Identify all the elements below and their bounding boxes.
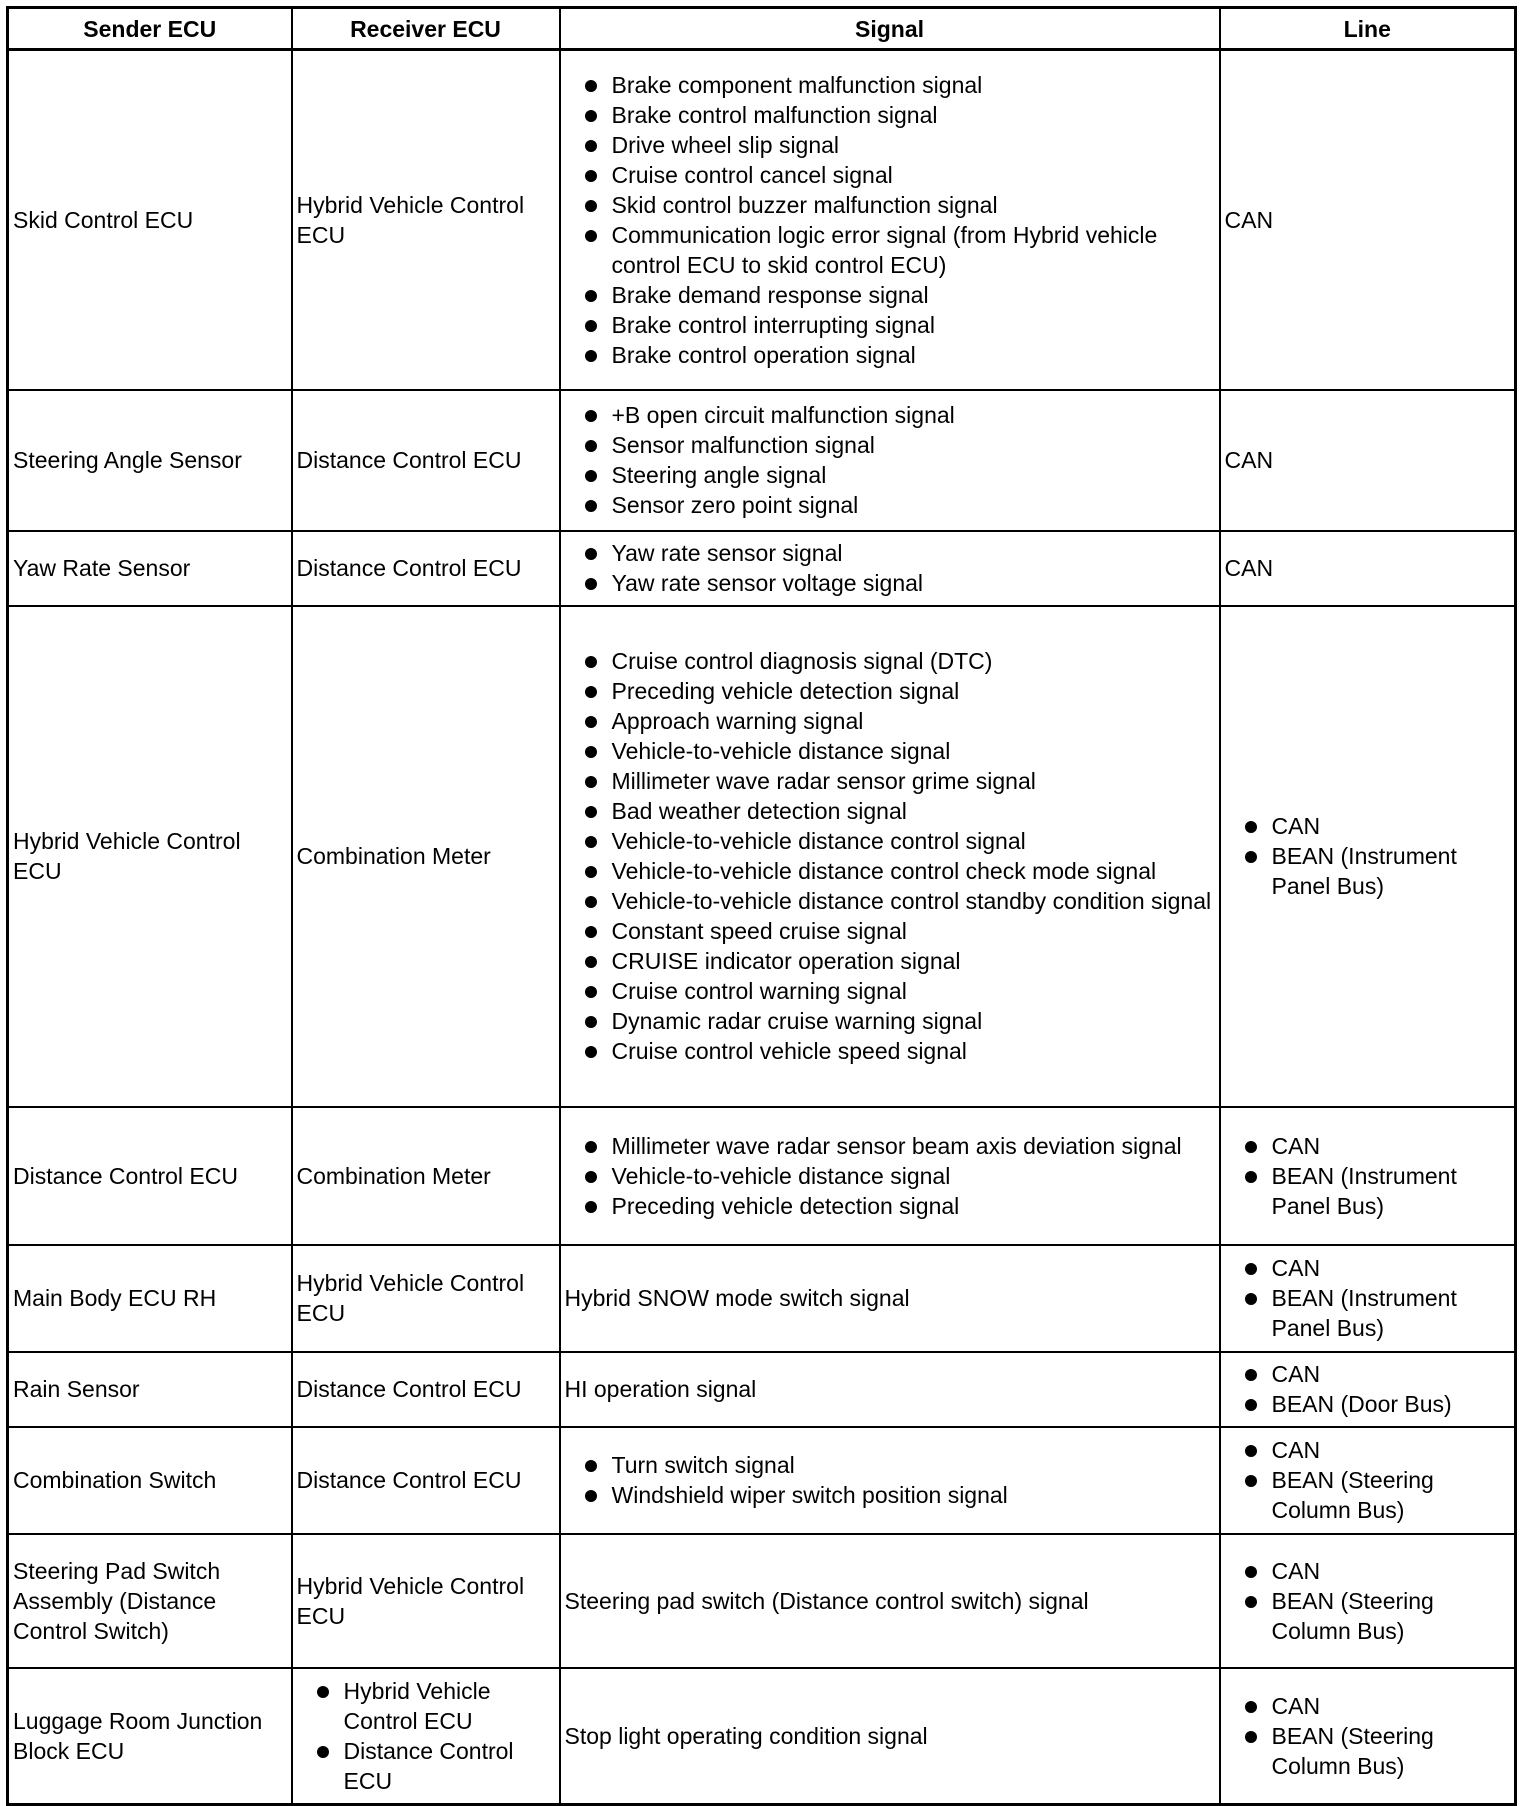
signal-item: Cruise control vehicle speed signal — [565, 1036, 1215, 1066]
signal-item: Millimeter wave radar sensor beam axis deviation signal — [565, 1131, 1215, 1161]
line-item: CAN — [1225, 1691, 1511, 1721]
line-list — [1225, 1357, 1511, 1421]
line-list — [1225, 1251, 1511, 1345]
receiver-cell: Distance Control ECU — [292, 531, 560, 606]
signal-item: Preceding vehicle detection signal — [565, 1191, 1215, 1221]
line-item: BEAN (Instrument Panel Bus) — [1225, 1161, 1511, 1221]
line-cell — [1220, 1107, 1516, 1245]
signal-list — [565, 398, 1215, 522]
line-cell: CAN — [1220, 531, 1516, 606]
line-cell — [1220, 1427, 1516, 1534]
receiver-cell — [292, 1668, 560, 1805]
signal-item: Preceding vehicle detection signal — [565, 676, 1215, 706]
line-item: BEAN (Steering Column Bus) — [1225, 1586, 1511, 1646]
line-cell: CAN — [1220, 50, 1516, 390]
signal-cell: Steering pad switch (Distance control switch) signal — [560, 1534, 1220, 1668]
table-row — [8, 606, 1516, 1107]
signal-list — [565, 68, 1215, 372]
header-sender: Sender ECU — [8, 8, 292, 50]
receiver-cell: Combination Meter — [292, 606, 560, 1107]
signal-item: Steering angle signal — [565, 460, 1215, 490]
header-row — [8, 8, 1516, 50]
header-signal: Signal — [560, 8, 1220, 50]
line-cell — [1220, 1668, 1516, 1805]
signal-cell — [560, 50, 1220, 390]
line-item: BEAN (Instrument Panel Bus) — [1225, 841, 1511, 901]
line-list — [1225, 1129, 1511, 1223]
signal-item: CRUISE indicator operation signal — [565, 946, 1215, 976]
sender-cell: Yaw Rate Sensor — [8, 531, 292, 606]
line-cell — [1220, 1534, 1516, 1668]
line-cell — [1220, 606, 1516, 1107]
table-row — [8, 1107, 1516, 1245]
signal-item: Approach warning signal — [565, 706, 1215, 736]
line-list — [1225, 809, 1511, 903]
line-list — [1225, 1433, 1511, 1527]
signal-item: Brake control interrupting signal — [565, 310, 1215, 340]
sender-cell: Combination Switch — [8, 1427, 292, 1534]
signal-list — [565, 1448, 1215, 1512]
line-cell — [1220, 1352, 1516, 1427]
line-item: BEAN (Door Bus) — [1225, 1389, 1511, 1419]
receiver-cell: Distance Control ECU — [292, 1427, 560, 1534]
signal-item: Brake control malfunction signal — [565, 100, 1215, 130]
sender-cell: Steering Angle Sensor — [8, 390, 292, 531]
signal-item: Communication logic error signal (from Hybrid vehicle control ECU to skid control ECU) — [565, 220, 1215, 280]
signal-cell — [560, 531, 1220, 606]
signal-item: Vehicle-to-vehicle distance signal — [565, 1161, 1215, 1191]
line-item: CAN — [1225, 1435, 1511, 1465]
header-receiver: Receiver ECU — [292, 8, 560, 50]
line-cell: CAN — [1220, 390, 1516, 531]
signal-item: Cruise control cancel signal — [565, 160, 1215, 190]
signal-cell — [560, 1427, 1220, 1534]
line-item: CAN — [1225, 1131, 1511, 1161]
table-row — [8, 1427, 1516, 1534]
signal-cell — [560, 390, 1220, 531]
signal-item: Dynamic radar cruise warning signal — [565, 1006, 1215, 1036]
receiver-cell: Combination Meter — [292, 1107, 560, 1245]
sender-cell: Luggage Room Junction Block ECU — [8, 1668, 292, 1805]
line-item: CAN — [1225, 1556, 1511, 1586]
header-line: Line — [1220, 8, 1516, 50]
signal-item: Bad weather detection signal — [565, 796, 1215, 826]
signal-cell — [560, 606, 1220, 1107]
signal-item: Turn switch signal — [565, 1450, 1215, 1480]
signal-cell — [560, 1107, 1220, 1245]
table-row — [8, 1352, 1516, 1427]
sender-cell: Skid Control ECU — [8, 50, 292, 390]
table-row — [8, 390, 1516, 531]
signal-item: Yaw rate sensor voltage signal — [565, 568, 1215, 598]
signal-item: Vehicle-to-vehicle distance control standby condition signal — [565, 886, 1215, 916]
signal-item: Cruise control diagnosis signal (DTC) — [565, 646, 1215, 676]
line-item: BEAN (Steering Column Bus) — [1225, 1465, 1511, 1525]
signal-item: +B open circuit malfunction signal — [565, 400, 1215, 430]
line-item: CAN — [1225, 811, 1511, 841]
table-row — [8, 1668, 1516, 1805]
receiver-cell: Hybrid Vehicle Control ECU — [292, 1534, 560, 1668]
table-row — [8, 50, 1516, 390]
signal-item: Sensor zero point signal — [565, 490, 1215, 520]
signal-list — [565, 1129, 1215, 1223]
signal-item: Brake demand response signal — [565, 280, 1215, 310]
sender-cell: Steering Pad Switch Assembly (Distance Control Switch) — [8, 1534, 292, 1668]
table-row — [8, 1245, 1516, 1352]
signal-cell: HI operation signal — [560, 1352, 1220, 1427]
receiver-cell: Distance Control ECU — [292, 1352, 560, 1427]
receiver-cell: Distance Control ECU — [292, 390, 560, 531]
receiver-item: Hybrid Vehicle Control ECU — [297, 1676, 555, 1736]
line-list — [1225, 1689, 1511, 1783]
signal-cell: Stop light operating condition signal — [560, 1668, 1220, 1805]
receiver-list — [297, 1674, 555, 1798]
line-item: BEAN (Instrument Panel Bus) — [1225, 1283, 1511, 1343]
line-list — [1225, 1554, 1511, 1648]
sender-cell: Main Body ECU RH — [8, 1245, 292, 1352]
line-item: CAN — [1225, 1253, 1511, 1283]
signal-item: Vehicle-to-vehicle distance control signal — [565, 826, 1215, 856]
sender-cell: Distance Control ECU — [8, 1107, 292, 1245]
signal-list — [565, 644, 1215, 1068]
signal-item: Brake component malfunction signal — [565, 70, 1215, 100]
line-item: BEAN (Steering Column Bus) — [1225, 1721, 1511, 1781]
signal-item: Windshield wiper switch position signal — [565, 1480, 1215, 1510]
sender-cell: Hybrid Vehicle Control ECU — [8, 606, 292, 1107]
table-wrapper — [6, 6, 1517, 1806]
sender-cell: Rain Sensor — [8, 1352, 292, 1427]
table-row — [8, 531, 1516, 606]
receiver-cell: Hybrid Vehicle Control ECU — [292, 50, 560, 390]
signal-item: Drive wheel slip signal — [565, 130, 1215, 160]
signal-item: Cruise control warning signal — [565, 976, 1215, 1006]
line-cell — [1220, 1245, 1516, 1352]
receiver-item: Distance Control ECU — [297, 1736, 555, 1796]
signal-list — [565, 536, 1215, 600]
signal-item: Millimeter wave radar sensor grime signal — [565, 766, 1215, 796]
signal-item: Vehicle-to-vehicle distance signal — [565, 736, 1215, 766]
signal-item: Sensor malfunction signal — [565, 430, 1215, 460]
line-item: CAN — [1225, 1359, 1511, 1389]
signal-item: Brake control operation signal — [565, 340, 1215, 370]
signal-item: Skid control buzzer malfunction signal — [565, 190, 1215, 220]
table-row — [8, 1534, 1516, 1668]
signal-cell: Hybrid SNOW mode switch signal — [560, 1245, 1220, 1352]
signal-item: Yaw rate sensor signal — [565, 538, 1215, 568]
signal-item: Vehicle-to-vehicle distance control check mode signal — [565, 856, 1215, 886]
signal-item: Constant speed cruise signal — [565, 916, 1215, 946]
ecu-signal-table — [6, 6, 1517, 1806]
receiver-cell: Hybrid Vehicle Control ECU — [292, 1245, 560, 1352]
